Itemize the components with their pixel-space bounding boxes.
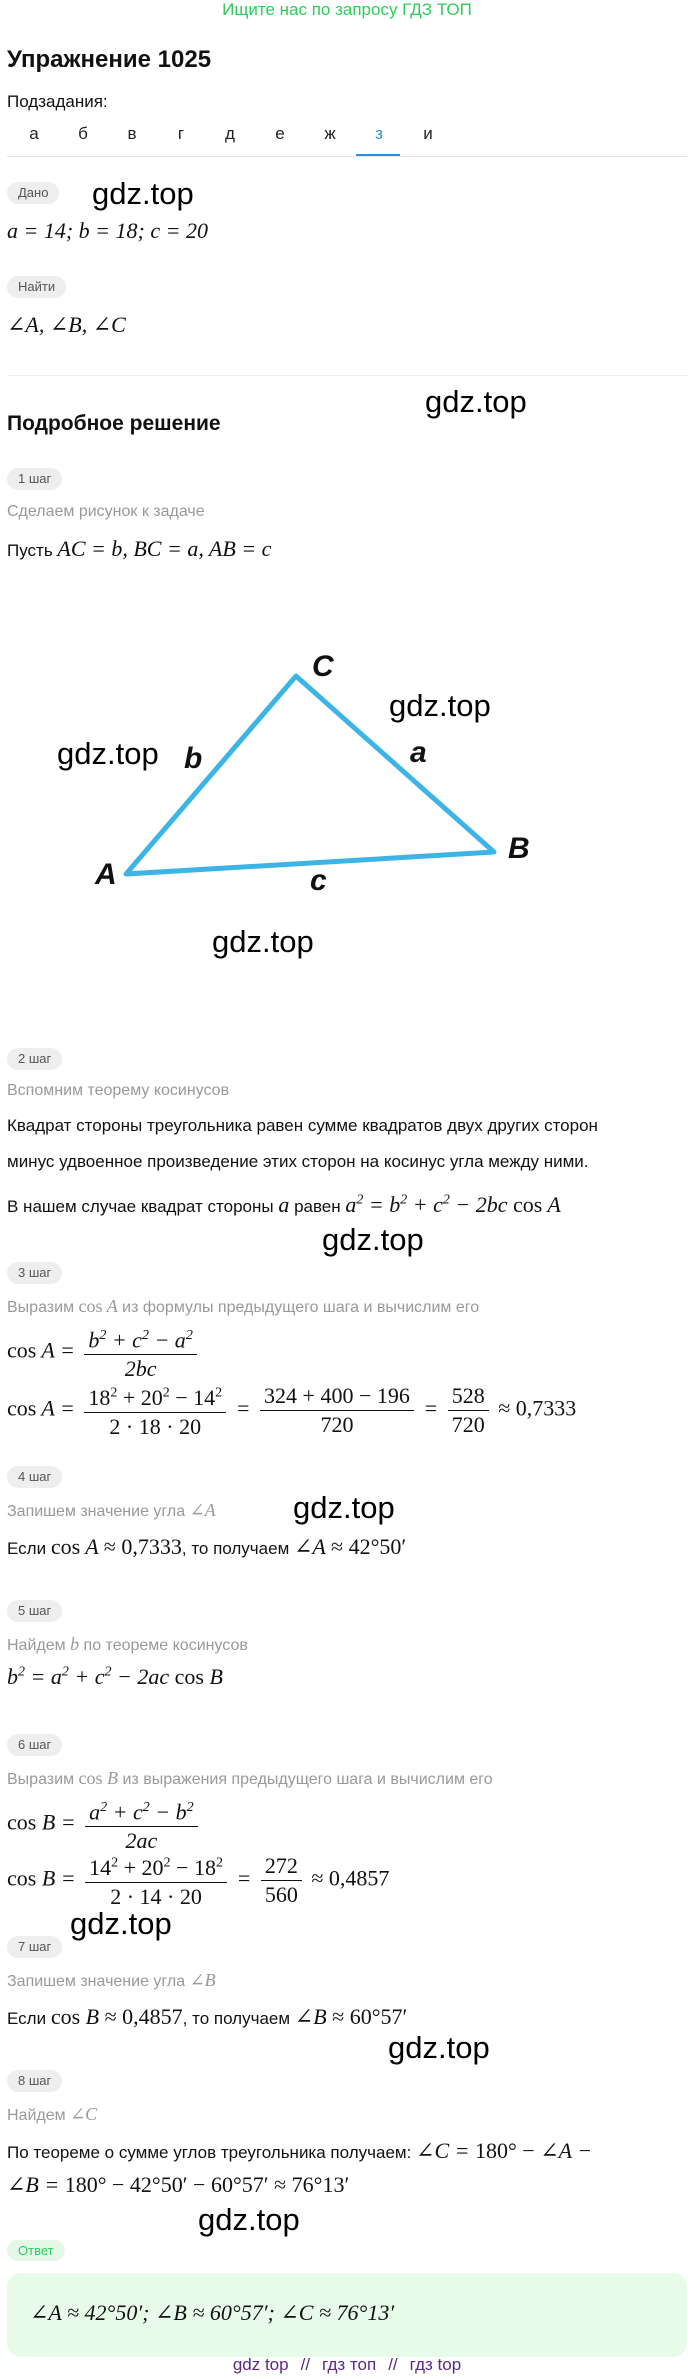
- text-part: , то получаем: [182, 2009, 291, 2028]
- step-text: минус удвоенное произведение этих сторон на косинус угла между ними.: [7, 1152, 589, 1171]
- cos-a-formula: cos A = $\frac{b^2 + c^2 - a^2}{2bc}$: [7, 1322, 201, 1383]
- step-text-prefix: Пусть: [7, 541, 53, 560]
- find-values: ∠A, ∠B, ∠C: [7, 312, 126, 337]
- angle-a-value: 42°50′: [348, 1534, 407, 1559]
- given-values: a = 14; b = 18; c = 20: [7, 218, 208, 243]
- cos-a-value: 0,7333: [515, 1395, 577, 1421]
- answer-text: ∠A ≈ 42°50′; ∠B ≈ 60°57′; ∠C ≈ 76°13′: [30, 2300, 395, 2325]
- step-text: В нашем случае квадрат стороны a равен $a^2 = b^2 + c^2 - 2bc$ cos A: [7, 1192, 561, 1217]
- step-text: Квадрат стороны треугольника равен сумме квадратов двух других сторон: [7, 1116, 598, 1135]
- hint-part: Запишем значение угла: [7, 1503, 186, 1520]
- step-chip: 8 шаг: [7, 2070, 62, 2092]
- step-chip: 3 шаг: [7, 1262, 62, 1284]
- step-chip: 4 шаг: [7, 1466, 62, 1488]
- vertex-label-b: B: [508, 832, 530, 865]
- cos-b-theorem: $b^2 = a^2 + c^2 - 2ac$ cos B: [7, 1664, 223, 1689]
- step-hint: Выразим cos A из формулы предыдущего шага и вычислим его: [7, 1296, 480, 1316]
- footer-links: [0, 2355, 694, 2375]
- tab-g[interactable]: г: [177, 124, 185, 143]
- footer-link[interactable]: гдз топ: [322, 2355, 377, 2374]
- step-text: По теореме о сумме углов треугольника получаем: ∠C = 180° − ∠A −: [7, 2138, 593, 2163]
- watermark: gdz.top: [57, 736, 159, 771]
- exercise-title: Упражнение 1025: [7, 46, 212, 73]
- step-chip: 7 шаг: [7, 1936, 62, 1958]
- angle-c-calculation: ∠B = 180° − 42°50′ − 60°57′ ≈ 76°13′: [7, 2172, 350, 2197]
- cos-b-value: 0,4857: [328, 1865, 390, 1891]
- hint-part: из формулы предыдущего шага и вычислим его: [122, 1299, 480, 1316]
- hint-part: Найдем: [7, 1637, 66, 1654]
- watermark: gdz.top: [293, 1490, 395, 1525]
- given-chip: Дано: [7, 182, 59, 204]
- angle-b-value: 60°57′: [349, 2004, 408, 2029]
- step-hint: Выразим cos B из выражения предыдущего шага и вычислим его: [7, 1768, 493, 1788]
- solution-title: Подробное решение: [7, 412, 221, 435]
- step-hint: Найдем ∠C: [7, 2104, 98, 2124]
- footer-sep: //: [300, 2355, 311, 2374]
- step-hint: Запишем значение угла ∠B: [7, 1970, 216, 1990]
- tab-e[interactable]: е: [275, 124, 285, 143]
- step-text-mid: равен: [294, 1197, 341, 1216]
- step-text: Если cos B ≈ 0,4857, то получаем ∠B ≈ 60°57′: [7, 2004, 408, 2029]
- tab-v[interactable]: в: [127, 124, 137, 143]
- footer-sep: //: [388, 2355, 398, 2374]
- hint-part: Выразим: [7, 1299, 75, 1316]
- find-chip: Найти: [7, 276, 66, 298]
- side-label-b: b: [184, 742, 203, 775]
- side-label-a: a: [410, 736, 427, 769]
- tab-zh[interactable]: ж: [324, 124, 336, 143]
- side-label-c: c: [310, 864, 327, 897]
- watermark: gdz.top: [425, 384, 527, 419]
- hint-part: Выразим: [7, 1771, 75, 1788]
- tab-d[interactable]: д: [225, 124, 235, 143]
- step-math: AC = b, BC = a, AB = c: [57, 536, 272, 561]
- cos-b-formula: cos B = $\frac{a^2 + c^2 - b^2}{2ac}$: [7, 1794, 202, 1855]
- text-part: По теореме о сумме углов треугольника получаем:: [7, 2143, 412, 2162]
- text-part: Если: [7, 2009, 47, 2028]
- tabs-divider: [7, 156, 687, 157]
- watermark: gdz.top: [92, 176, 194, 211]
- footer-link[interactable]: гдз top: [409, 2355, 462, 2374]
- watermark: gdz.top: [322, 1222, 424, 1257]
- tab-i[interactable]: и: [423, 124, 433, 143]
- step-text: Если cos A ≈ 0,7333, то получаем ∠A ≈ 42°50′: [7, 1534, 407, 1559]
- text-part: Если: [7, 1539, 47, 1558]
- tab-z[interactable]: з: [375, 124, 383, 143]
- watermark: gdz.top: [198, 2202, 300, 2237]
- cos-b-calculation: cos B = $\frac{14^2 + 20^2 - 18^2}{2 \cdot 14 \cdot 20}$ = $\frac{272}{560}$ ≈ 0,4857: [7, 1850, 389, 1911]
- watermark: gdz.top: [389, 688, 491, 723]
- hint-part: Найдем: [7, 2107, 66, 2124]
- step-chip: 5 шаг: [7, 1600, 62, 1622]
- answer-chip: Ответ: [7, 2240, 65, 2261]
- tab-b[interactable]: б: [78, 124, 88, 143]
- watermark: gdz.top: [388, 2030, 490, 2065]
- watermark: gdz.top: [212, 924, 314, 959]
- step-chip: 1 шаг: [7, 468, 62, 490]
- subtasks-label: Подзадания:: [7, 92, 108, 111]
- footer-link[interactable]: gdz top: [232, 2355, 289, 2374]
- step-chip: 2 шаг: [7, 1048, 62, 1070]
- cos-a-calculation: cos A = $\frac{18^2 + 20^2 - 14^2}{2 \cdot 18 \cdot 20}$ = $\frac{324 + 400 - 196}{720}$ = $\frac{528}{720}$ ≈ 0,7333: [7, 1380, 576, 1441]
- hint-part: Запишем значение угла: [7, 1973, 186, 1990]
- hint-part: по теореме косинусов: [83, 1637, 248, 1654]
- watermark: gdz.top: [70, 1906, 172, 1941]
- top-banner[interactable]: Ищите нас по запросу ГДЗ ТОП: [222, 0, 472, 19]
- divider: [7, 375, 687, 376]
- step-hint: Вспомним теорему косинусов: [7, 1082, 230, 1099]
- step-hint: Найдем b по теореме косинусов: [7, 1634, 248, 1654]
- angle-c-value: 76°13′: [291, 2172, 350, 2197]
- step-hint: Запишем значение угла ∠A: [7, 1500, 216, 1520]
- tab-a[interactable]: а: [29, 124, 39, 143]
- step-text: [7, 536, 271, 562]
- vertex-label-a: A: [95, 858, 117, 891]
- triangle-diagram: [0, 600, 694, 1000]
- step-chip: 6 шаг: [7, 1734, 62, 1756]
- step-hint: Сделаем рисунок к задаче: [7, 503, 205, 520]
- text-part: , то получаем: [181, 1539, 290, 1558]
- vertex-label-c: C: [312, 650, 334, 683]
- hint-part: из выражения предыдущего шага и вычислим его: [122, 1771, 493, 1788]
- subtask-tabs: [7, 118, 433, 156]
- step-text-prefix: В нашем случае квадрат стороны: [7, 1197, 274, 1216]
